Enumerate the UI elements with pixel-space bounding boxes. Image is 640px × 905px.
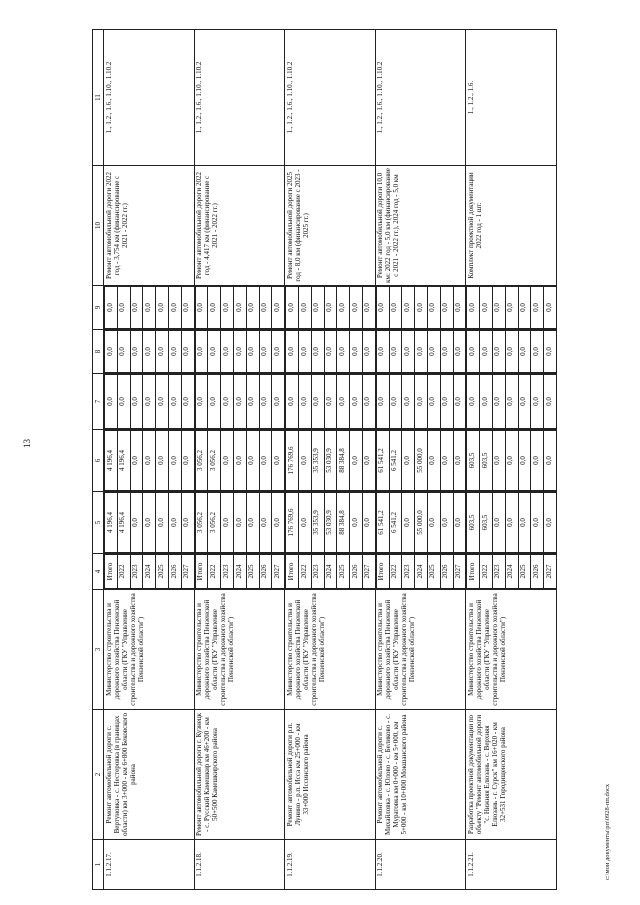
regional-budget-value: 0,0: [130, 431, 143, 491]
total-funding-value: 61 541,2: [376, 493, 389, 553]
regional-budget-value: 603,5: [480, 431, 493, 491]
regional-budget: [466, 430, 557, 492]
federal-budget-value: 0,0: [531, 375, 544, 429]
local-budget: [104, 330, 195, 374]
column-number-9: 9: [93, 286, 104, 330]
year-label: 2026: [259, 555, 272, 589]
regional-budget-value: 0,0: [259, 431, 272, 491]
other-sources-value: 0,0: [117, 287, 130, 329]
other-sources-value: 0,0: [518, 287, 531, 329]
total-funding-value: 0,0: [272, 493, 284, 553]
total-funding-value: 0,0: [299, 493, 312, 553]
regional-budget-value: 0,0: [453, 431, 465, 491]
year-column: [194, 554, 285, 590]
total-funding-value: 0,0: [505, 493, 518, 553]
federal-budget-value: 0,0: [234, 375, 247, 429]
total-funding-value: 0,0: [246, 493, 259, 553]
local-budget: [194, 330, 285, 374]
total-funding-value: 0,0: [181, 493, 193, 553]
regional-budget-value: 176 769,6: [286, 431, 299, 491]
indicator-refs: 1., 1.2., 1.6., 1.10., 1.10.2: [104, 30, 195, 166]
local-budget-value: 0,0: [350, 331, 363, 373]
total-funding-value: 603,5: [480, 493, 493, 553]
column-number-1: 1: [93, 840, 104, 890]
regional-budget-value: 88 384,8: [337, 431, 350, 491]
total-funding: [285, 492, 376, 554]
other-sources-value: 0,0: [143, 287, 156, 329]
regional-budget-value: 35 353,9: [311, 431, 324, 491]
federal-budget-value: 0,0: [117, 375, 130, 429]
year-label: 2023: [492, 555, 505, 589]
federal-budget: [466, 374, 557, 430]
activity-title: Ремонт автомобильной дороги г. Кузнецк - с. Русский Камешкир км 46+200 - км 50+500 Камешкирского района: [194, 710, 285, 840]
year-label: 2027: [362, 555, 374, 589]
year-label: 2022: [208, 555, 221, 589]
regional-budget: [194, 430, 285, 492]
local-budget: [285, 330, 376, 374]
other-sources-value: 0,0: [480, 287, 493, 329]
other-sources-value: 0,0: [453, 287, 465, 329]
local-budget-value: 0,0: [259, 331, 272, 373]
column-number-row: [93, 30, 104, 890]
total-funding-value: 3 056,2: [195, 493, 208, 553]
regional-budget-value: 0,0: [531, 431, 544, 491]
total-funding-value: 0,0: [544, 493, 556, 553]
federal-budget-value: 0,0: [105, 375, 118, 429]
other-sources-value: 0,0: [286, 287, 299, 329]
other-sources-value: 0,0: [505, 287, 518, 329]
local-budget-value: 0,0: [181, 331, 193, 373]
local-budget-value: 0,0: [117, 331, 130, 373]
other-sources-value: 0,0: [492, 287, 505, 329]
federal-budget-value: 0,0: [156, 375, 169, 429]
page-number: 13: [22, 439, 32, 448]
total-funding-value: 4 196,4: [105, 493, 118, 553]
local-budget-value: 0,0: [208, 331, 221, 373]
other-sources-value: 0,0: [467, 287, 480, 329]
total-funding-value: 176 769,6: [286, 493, 299, 553]
other-sources-value: 0,0: [234, 287, 247, 329]
local-budget-value: 0,0: [492, 331, 505, 373]
year-label: Итого: [286, 555, 299, 589]
year-label: 2023: [311, 555, 324, 589]
total-funding-value: 0,0: [221, 493, 234, 553]
year-label: 2024: [234, 555, 247, 589]
indicator-refs: 1., 1.2., 1.6.: [466, 30, 557, 166]
year-label: 2023: [402, 555, 415, 589]
column-number-3: 3: [93, 590, 104, 710]
other-sources-value: 0,0: [208, 287, 221, 329]
federal-budget-value: 0,0: [221, 375, 234, 429]
other-sources-value: 0,0: [156, 287, 169, 329]
total-funding-value: 0,0: [130, 493, 143, 553]
total-funding-value: 0,0: [350, 493, 363, 553]
other-sources-value: 0,0: [362, 287, 374, 329]
total-funding-value: 0,0: [362, 493, 374, 553]
local-budget-value: 0,0: [143, 331, 156, 373]
activity-title: Ремонт автомобильной дороги р.п. Лунино - р.п. Исса км 25+000 - км 33+000 Иссинского района: [285, 710, 376, 840]
local-budget-value: 0,0: [427, 331, 440, 373]
local-budget-value: 0,0: [246, 331, 259, 373]
year-column: [285, 554, 376, 590]
total-funding-value: 0,0: [440, 493, 453, 553]
local-budget-value: 0,0: [402, 331, 415, 373]
table-row: [104, 30, 195, 890]
other-sources-value: 0,0: [376, 287, 389, 329]
expected-result: Ремонт автомобильной дороги 2025 год - 8,0 км (финансирование с 2023 - 2025 гг.): [285, 166, 376, 286]
federal-budget-value: 0,0: [208, 375, 221, 429]
year-label: 2025: [156, 555, 169, 589]
year-label: 2027: [544, 555, 556, 589]
total-funding-value: 603,5: [467, 493, 480, 553]
other-sources: [104, 286, 195, 330]
responsible-executor: Министерство строительства и дорожного хозяйства Пензенской области (ГКУ "Управление строительства и дорожного хозяйства Пензенской области"): [104, 590, 195, 710]
federal-budget-value: 0,0: [272, 375, 284, 429]
local-budget-value: 0,0: [195, 331, 208, 373]
regional-budget-value: 0,0: [350, 431, 363, 491]
column-number-5: 5: [93, 492, 104, 554]
year-label: 2022: [299, 555, 312, 589]
other-sources-value: 0,0: [299, 287, 312, 329]
table-row: [466, 30, 557, 890]
table-row: [375, 30, 466, 890]
total-funding-value: 88 384,8: [337, 493, 350, 553]
other-sources-value: 0,0: [350, 287, 363, 329]
program-activities-table: [92, 29, 557, 890]
local-budget-value: 0,0: [440, 331, 453, 373]
total-funding-value: 55 000,0: [415, 493, 428, 553]
other-sources-value: 0,0: [402, 287, 415, 329]
regional-budget-value: 0,0: [362, 431, 374, 491]
other-sources-value: 0,0: [311, 287, 324, 329]
total-funding-value: 0,0: [156, 493, 169, 553]
regional-budget-value: 0,0: [402, 431, 415, 491]
federal-budget-value: 0,0: [246, 375, 259, 429]
regional-budget-value: 61 541,2: [376, 431, 389, 491]
responsible-executor: Министерство строительства и дорожного хозяйства Пензенской области (ГКУ "Управление строительства и дорожного хозяйства Пензенской области"): [466, 590, 557, 710]
federal-budget-value: 0,0: [518, 375, 531, 429]
local-budget-value: 0,0: [234, 331, 247, 373]
federal-budget-value: 0,0: [505, 375, 518, 429]
federal-budget-value: 0,0: [181, 375, 193, 429]
year-label: 2024: [324, 555, 337, 589]
federal-budget-value: 0,0: [299, 375, 312, 429]
year-label: 2026: [350, 555, 363, 589]
federal-budget-value: 0,0: [376, 375, 389, 429]
other-sources-value: 0,0: [130, 287, 143, 329]
total-funding-value: 4 196,4: [117, 493, 130, 553]
regional-budget: [104, 430, 195, 492]
table-body: [104, 30, 557, 890]
expected-result: Ремонт автомобильной дороги 2022 год - 3,754 км (финансирование с 2021 - 2022 гг.): [104, 166, 195, 286]
regional-budget-value: 4 196,4: [117, 431, 130, 491]
indicator-refs: 1., 1.2., 1.6., 1.10., 1.10.2: [375, 30, 466, 166]
regional-budget-value: 0,0: [156, 431, 169, 491]
activity-title: Ремонт автомобильной дороги с. Михайловка - с. Юлово - с. Беликово - с. Муратовка км 0+000 - км 5+000, км 5+000 - км 10+000 Мокшанского района: [375, 710, 466, 840]
expected-result: Ремонт автомобильной дороги 10,0 км: 2022 год - 5,0 км (финансирование с 2021 - 2022 гг.), 2024 год - 5,0 км: [375, 166, 466, 286]
other-sources: [194, 286, 285, 330]
total-funding-value: 0,0: [234, 493, 247, 553]
indicator-refs: 1., 1.2., 1.6., 1.10., 1.10.2: [285, 30, 376, 166]
regional-budget-value: 3 056,2: [195, 431, 208, 491]
local-budget-value: 0,0: [324, 331, 337, 373]
local-budget-value: 0,0: [505, 331, 518, 373]
regional-budget-value: 0,0: [181, 431, 193, 491]
other-sources-value: 0,0: [389, 287, 402, 329]
regional-budget-value: 0,0: [492, 431, 505, 491]
activity-code: 1.1.2.17.: [104, 840, 195, 890]
total-funding-value: 0,0: [518, 493, 531, 553]
other-sources-value: 0,0: [259, 287, 272, 329]
column-number-2: 2: [93, 710, 104, 840]
local-budget-value: 0,0: [467, 331, 480, 373]
federal-budget-value: 0,0: [453, 375, 465, 429]
regional-budget-value: 53 030,9: [324, 431, 337, 491]
regional-budget-value: 0,0: [299, 431, 312, 491]
expected-result: Ремонт автомобильной дороги 2022 год - 4,417 км (финансирование с 2021 - 2022 гг.): [194, 166, 285, 286]
federal-budget-value: 0,0: [362, 375, 374, 429]
year-label: 2026: [531, 555, 544, 589]
regional-budget-value: 4 196,4: [105, 431, 118, 491]
column-number-4: 4: [93, 554, 104, 590]
year-label: 2026: [169, 555, 182, 589]
regional-budget-value: 0,0: [518, 431, 531, 491]
regional-budget-value: 0,0: [234, 431, 247, 491]
regional-budget-value: 0,0: [272, 431, 284, 491]
federal-budget-value: 0,0: [286, 375, 299, 429]
year-label: Итого: [105, 555, 118, 589]
total-funding-value: 3 056,2: [208, 493, 221, 553]
local-budget-value: 0,0: [376, 331, 389, 373]
total-funding-value: 0,0: [492, 493, 505, 553]
other-sources-value: 0,0: [272, 287, 284, 329]
year-label: 2024: [143, 555, 156, 589]
other-sources-value: 0,0: [181, 287, 193, 329]
local-budget-value: 0,0: [389, 331, 402, 373]
other-sources: [375, 286, 466, 330]
federal-budget-value: 0,0: [195, 375, 208, 429]
federal-budget-value: 0,0: [143, 375, 156, 429]
regional-budget-value: 0,0: [440, 431, 453, 491]
local-budget-value: 0,0: [518, 331, 531, 373]
federal-budget-value: 0,0: [324, 375, 337, 429]
activity-title: Ремонт автомобильной дороги с. Вертуновка - с. Нестеровка (в границах области) км 3+000 - км 6+800 Бековского района: [104, 710, 195, 840]
indicator-refs: 1., 1.2., 1.6., 1.10., 1.10.2: [194, 30, 285, 166]
total-funding: [466, 492, 557, 554]
year-label: 2025: [518, 555, 531, 589]
other-sources: [466, 286, 557, 330]
regional-budget-value: 3 056,2: [208, 431, 221, 491]
local-budget-value: 0,0: [544, 331, 556, 373]
local-budget-value: 0,0: [299, 331, 312, 373]
year-label: 2022: [389, 555, 402, 589]
regional-budget-value: 0,0: [143, 431, 156, 491]
regional-budget: [375, 430, 466, 492]
regional-budget-value: 0,0: [505, 431, 518, 491]
local-budget-value: 0,0: [480, 331, 493, 373]
local-budget-value: 0,0: [156, 331, 169, 373]
federal-budget-value: 0,0: [440, 375, 453, 429]
expected-result: Комплект проектной документации 2022 год - 1 шт.: [466, 166, 557, 286]
year-label: 2026: [440, 555, 453, 589]
table-row: [194, 30, 285, 890]
local-budget-value: 0,0: [286, 331, 299, 373]
regional-budget: [285, 430, 376, 492]
local-budget-value: 0,0: [362, 331, 374, 373]
year-label: 2025: [337, 555, 350, 589]
total-funding-value: 0,0: [169, 493, 182, 553]
local-budget-value: 0,0: [311, 331, 324, 373]
year-column: [375, 554, 466, 590]
responsible-executor: Министерство строительства и дорожного хозяйства Пензенской области (ГКУ "Управление строительства и дорожного хозяйства Пензенской области"): [285, 590, 376, 710]
regional-budget-value: 0,0: [246, 431, 259, 491]
year-label: 2025: [246, 555, 259, 589]
column-number-10: 10: [93, 166, 104, 286]
total-funding-value: 35 353,9: [311, 493, 324, 553]
year-label: 2024: [415, 555, 428, 589]
year-label: 2022: [480, 555, 493, 589]
regional-budget-value: 55 000,0: [415, 431, 428, 491]
column-number-8: 8: [93, 330, 104, 374]
responsible-executor: Министерство строительства и дорожного хозяйства Пензенской области (ГКУ "Управление строительства и дорожного хозяйства Пензенской области"): [194, 590, 285, 710]
federal-budget-value: 0,0: [259, 375, 272, 429]
other-sources-value: 0,0: [427, 287, 440, 329]
activity-code: 1.1.2.19.: [285, 840, 376, 890]
other-sources-value: 0,0: [105, 287, 118, 329]
total-funding: [194, 492, 285, 554]
other-sources: [285, 286, 376, 330]
federal-budget-value: 0,0: [130, 375, 143, 429]
column-number-7: 7: [93, 374, 104, 430]
activity-code: 1.1.2.18.: [194, 840, 285, 890]
local-budget-value: 0,0: [337, 331, 350, 373]
year-label: 2022: [117, 555, 130, 589]
federal-budget: [285, 374, 376, 430]
federal-budget-value: 0,0: [337, 375, 350, 429]
federal-budget: [104, 374, 195, 430]
table-row: [285, 30, 376, 890]
other-sources-value: 0,0: [169, 287, 182, 329]
other-sources-value: 0,0: [195, 287, 208, 329]
other-sources-value: 0,0: [440, 287, 453, 329]
federal-budget: [375, 374, 466, 430]
file-path-footer: c:\мои документы\рп\0928-пп.docx: [604, 783, 611, 880]
federal-budget-value: 0,0: [402, 375, 415, 429]
activity-code: 1.1.2.21.: [466, 840, 557, 890]
local-budget-value: 0,0: [415, 331, 428, 373]
federal-budget-value: 0,0: [311, 375, 324, 429]
regional-budget-value: 6 541,2: [389, 431, 402, 491]
regional-budget-value: 0,0: [221, 431, 234, 491]
year-label: 2023: [130, 555, 143, 589]
other-sources-value: 0,0: [415, 287, 428, 329]
other-sources-value: 0,0: [246, 287, 259, 329]
local-budget-value: 0,0: [453, 331, 465, 373]
total-funding-value: 6 541,2: [389, 493, 402, 553]
total-funding-value: 0,0: [531, 493, 544, 553]
year-label: Итого: [467, 555, 480, 589]
year-label: 2024: [505, 555, 518, 589]
local-budget-value: 0,0: [105, 331, 118, 373]
regional-budget-value: 0,0: [544, 431, 556, 491]
federal-budget-value: 0,0: [480, 375, 493, 429]
local-budget-value: 0,0: [272, 331, 284, 373]
year-label: 2027: [453, 555, 465, 589]
year-label: Итого: [376, 555, 389, 589]
federal-budget-value: 0,0: [389, 375, 402, 429]
total-funding-value: 0,0: [402, 493, 415, 553]
local-budget: [375, 330, 466, 374]
federal-budget-value: 0,0: [492, 375, 505, 429]
federal-budget-value: 0,0: [169, 375, 182, 429]
regional-budget-value: 0,0: [427, 431, 440, 491]
local-budget-value: 0,0: [221, 331, 234, 373]
year-label: 2025: [427, 555, 440, 589]
column-number-11: 11: [93, 30, 104, 166]
year-label: 2027: [272, 555, 284, 589]
federal-budget-value: 0,0: [467, 375, 480, 429]
program-table-sheet: [92, 30, 612, 890]
local-budget: [466, 330, 557, 374]
federal-budget-value: 0,0: [350, 375, 363, 429]
total-funding-value: 0,0: [259, 493, 272, 553]
total-funding-value: 0,0: [427, 493, 440, 553]
federal-budget: [194, 374, 285, 430]
other-sources-value: 0,0: [324, 287, 337, 329]
other-sources-value: 0,0: [221, 287, 234, 329]
total-funding-value: 0,0: [453, 493, 465, 553]
year-label: 2027: [181, 555, 193, 589]
column-number-6: 6: [93, 430, 104, 492]
responsible-executor: Министерство строительства и дорожного хозяйства Пензенской области (ГКУ "Управление строительства и дорожного хозяйства Пензенской области"): [375, 590, 466, 710]
regional-budget-value: 0,0: [169, 431, 182, 491]
federal-budget-value: 0,0: [544, 375, 556, 429]
year-column: [466, 554, 557, 590]
total-funding: [375, 492, 466, 554]
federal-budget-value: 0,0: [415, 375, 428, 429]
total-funding-value: 0,0: [143, 493, 156, 553]
total-funding-value: 53 030,9: [324, 493, 337, 553]
total-funding: [104, 492, 195, 554]
year-label: Итого: [195, 555, 208, 589]
local-budget-value: 0,0: [130, 331, 143, 373]
year-label: 2023: [221, 555, 234, 589]
other-sources-value: 0,0: [544, 287, 556, 329]
year-column: [104, 554, 195, 590]
other-sources-value: 0,0: [531, 287, 544, 329]
local-budget-value: 0,0: [169, 331, 182, 373]
activity-title: Разработка проектной документации по объекту "Ремонт автомобильной дороги "с. Нижняя Елюзань - с. Верхняя Елюзань - г. Сурск" км 16+020 - км 32+531 Городищенского района: [466, 710, 557, 840]
local-budget-value: 0,0: [531, 331, 544, 373]
other-sources-value: 0,0: [337, 287, 350, 329]
federal-budget-value: 0,0: [427, 375, 440, 429]
regional-budget-value: 603,5: [467, 431, 480, 491]
activity-code: 1.1.2.20.: [375, 840, 466, 890]
